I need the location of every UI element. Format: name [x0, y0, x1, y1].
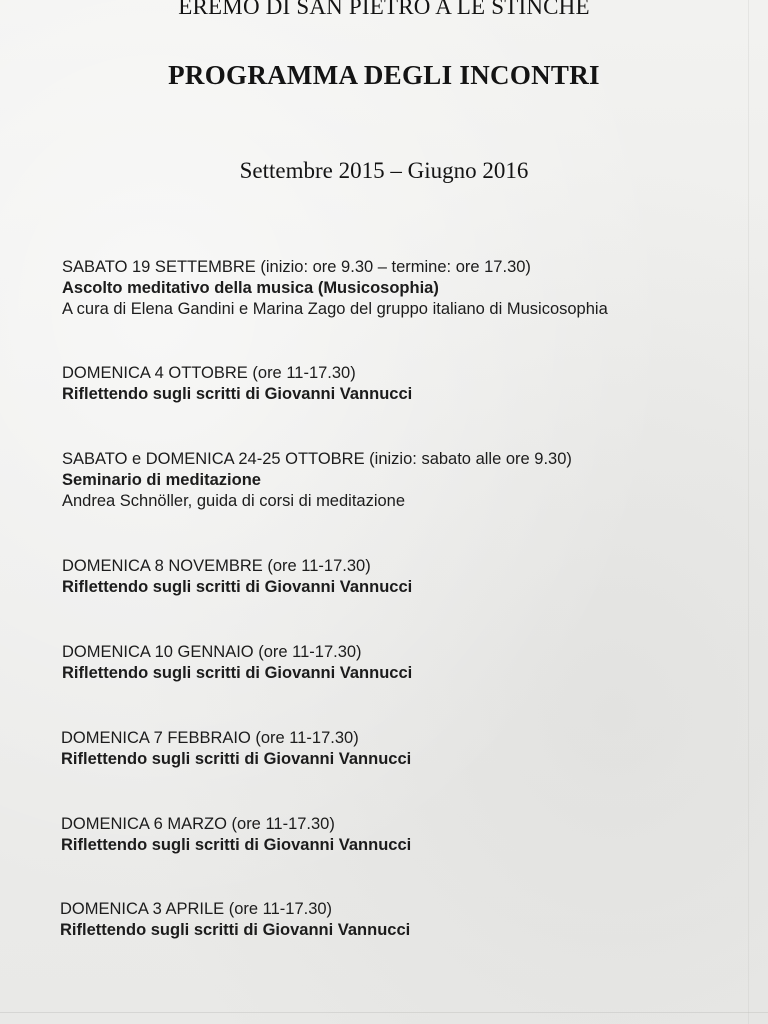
event-entry [61, 728, 741, 770]
event-detail: A cura di Elena Gandini e Marina Zago del gruppo italiano di Musicosophia [62, 300, 608, 318]
event-date: DOMENICA 4 OTTOBRE (ore 11-17.30) [62, 364, 356, 382]
event-date: SABATO e DOMENICA 24-25 OTTOBRE (inizio: sabato alle ore 9.30) [62, 450, 572, 468]
event-title: Riflettendo sugli scritti di Giovanni Vannucci [62, 578, 413, 596]
event-title: Riflettendo sugli scritti di Giovanni Vannucci [60, 921, 411, 939]
event-entry [62, 449, 742, 512]
event-title: Riflettendo sugli scritti di Giovanni Vannucci [61, 836, 412, 854]
event-date: DOMENICA 3 APRILE (ore 11-17.30) [60, 900, 333, 918]
event-date: DOMENICA 6 MARZO (ore 11-17.30) [61, 815, 335, 833]
program-period: Settembre 2015 – Giugno 2016 [239, 158, 529, 183]
event-entry [61, 814, 741, 856]
event-title: Riflettendo sugli scritti di Giovanni Vannucci [61, 750, 412, 768]
event-title: Seminario di meditazione [62, 471, 261, 489]
event-entry [62, 556, 742, 598]
event-date: SABATO 19 SETTEMBRE (inizio: ore 9.30 – termine: ore 17.30) [62, 258, 531, 276]
event-entry [62, 642, 742, 684]
event-title: Riflettendo sugli scritti di Giovanni Vannucci [62, 664, 413, 682]
event-title: Ascolto meditativo della musica (Musicosophia) [62, 279, 439, 297]
event-date: DOMENICA 8 NOVEMBRE (ore 11-17.30) [62, 557, 371, 575]
event-entry [60, 899, 740, 941]
event-date: DOMENICA 7 FEBBRAIO (ore 11-17.30) [61, 729, 359, 747]
organization-name: EREMO DI SAN PIETRO A LE STINCHE [178, 0, 590, 19]
paper-crease [0, 1012, 768, 1013]
event-entry [62, 257, 742, 320]
event-detail: Andrea Schnöller, guida di corsi di meditazione [62, 492, 406, 510]
program-title: PROGRAMMA DEGLI INCONTRI [168, 60, 600, 90]
paper-edge-shadow [748, 0, 749, 1024]
event-date: DOMENICA 10 GENNAIO (ore 11-17.30) [62, 643, 362, 661]
event-entry [62, 363, 742, 405]
event-title: Riflettendo sugli scritti di Giovanni Vannucci [62, 385, 413, 403]
